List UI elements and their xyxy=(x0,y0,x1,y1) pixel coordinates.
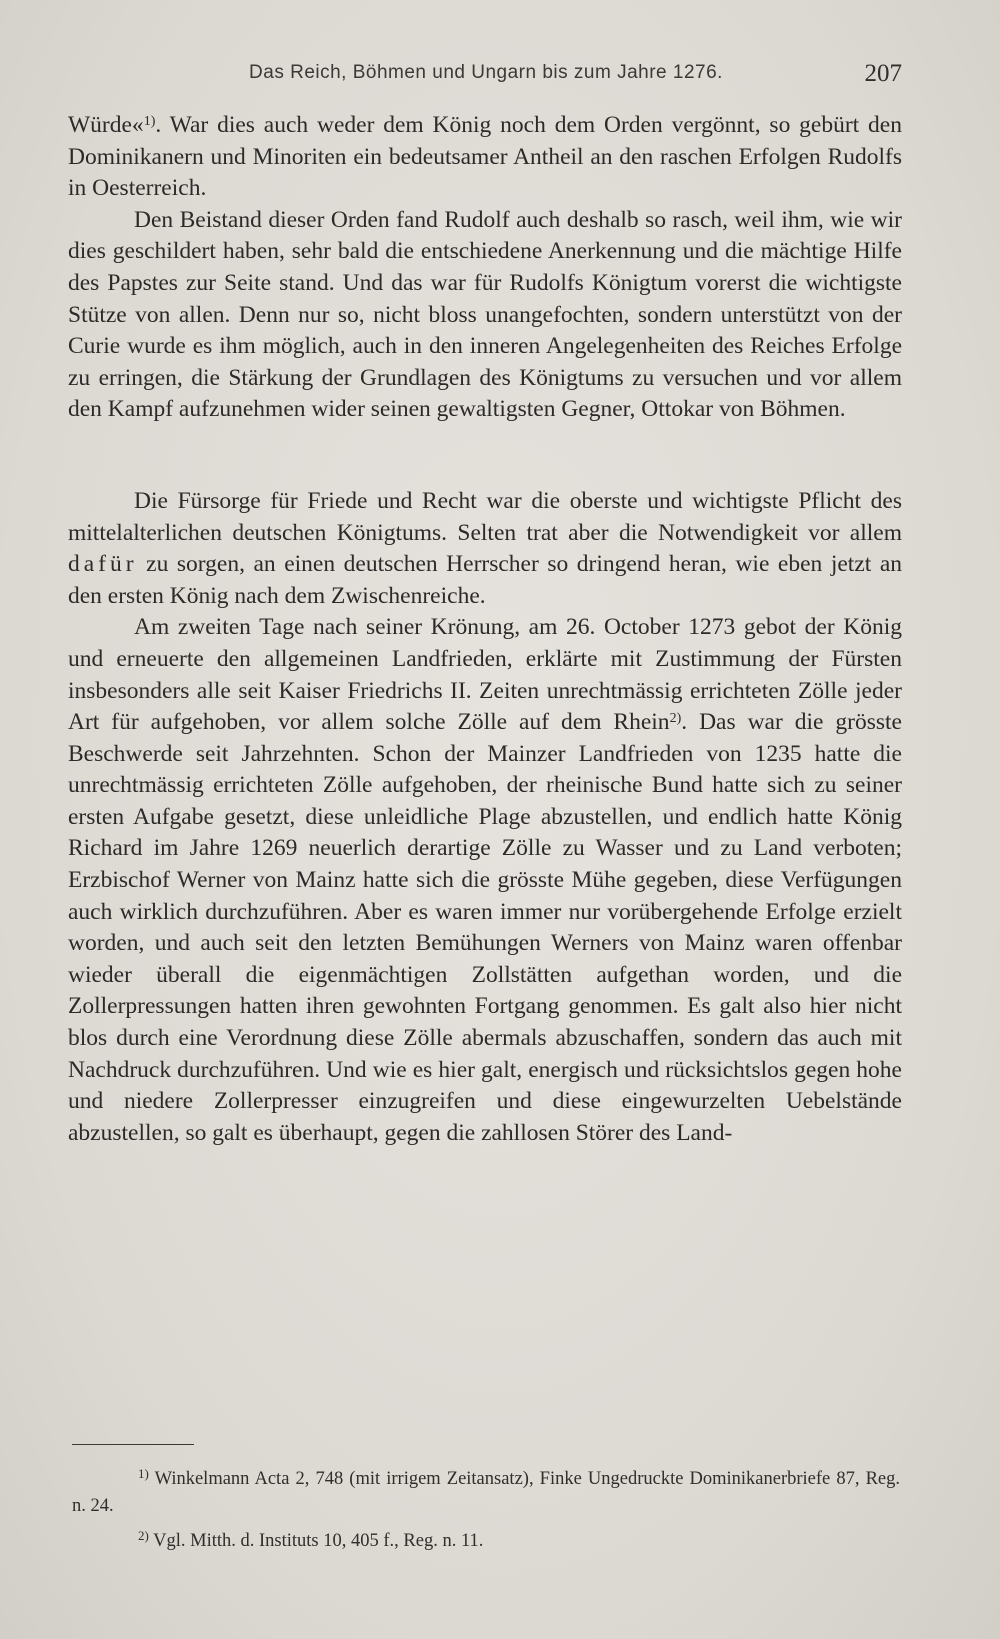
footnote-1-marker: 1) xyxy=(138,1466,149,1481)
emphasis-spaced: dafür xyxy=(68,551,138,578)
footnote-divider xyxy=(72,1444,194,1445)
footnotes xyxy=(72,1466,900,1563)
running-head xyxy=(70,58,902,94)
footnote-2 xyxy=(72,1528,900,1555)
running-title: Das Reich, Böhmen und Ungarn bis zum Jahre 1276. xyxy=(249,62,723,83)
paragraph-3-text-b: zu sorgen, an einen deutschen Herrscher so dringend heran, wie eben jetzt an den ersten König nach dem Zwischenreiche. xyxy=(68,551,902,609)
paragraph-1-text-a: Würde« xyxy=(68,112,144,138)
section-break xyxy=(68,426,902,486)
footnote-1-text: Winkelmann Acta 2, 748 (mit irrigem Zeitansatz), Finke Ungedruckte Dominikanerbriefe 87, Reg. n. 24. xyxy=(72,1469,901,1516)
paragraph-1-text-b: . War dies auch weder dem König noch dem Orden vergönnt, so gebürt den Dominikanern und Minoriten ein bedeutsamer Antheil an den raschen Erfolgen Rudolfs in Oesterreich. xyxy=(68,112,902,202)
paragraph-3 xyxy=(68,486,902,612)
paragraph-3-text-a: Die Fürsorge für Friede und Recht war die oberste und wichtigste Pflicht des mittelalterlichen deutschen Königtums. Selten trat aber die Notwendigkeit vor allem xyxy=(68,487,902,546)
page-number: 207 xyxy=(864,60,902,87)
paragraph-2: Den Beistand dieser Orden fand Rudolf auch deshalb so rasch, weil ihm, wie wir dies geschildert haben, sehr bald die entschiedene Anerkennung und die mächtige Hilfe des Papstes zur Seite stand. Und das war für Rudolfs Königtum vorerst die wichtigste Stütze von allen. Denn nur so, nicht bloss unangefochten, sondern unterstützt von der Curie wurde es ihm möglich, auch in den inneren Angelegenheiten des Reiches Erfolge zu erringen, die Stärkung der Grundlagen des Königtums zu versuchen und vor allem den Kampf aufzunehmen wider seinen gewaltigsten Gegner, Ottokar von Böhmen. xyxy=(68,206,902,423)
main-text xyxy=(68,110,902,1149)
footnote-ref-1: 1) xyxy=(143,114,156,129)
paragraph-4 xyxy=(68,612,902,1149)
paragraph-4-text-b: . Das war die grösste Beschwerde seit Jahrzehnten. Schon der Mainzer Landfrieden von 1235 hatte die unrechtmässig errichteten Zölle aufgehoben, der rheinische Bund hatte sich zu seiner ersten Aufgabe gesetzt, diese unleidliche Plage abzustellen, und endlich hatte König Richard im Jahre 1269 neuerlich derartige Zölle zu Wasser und zu Land verboten; Erzbischof Werner von Mainz hatte sich die grösste Mühe gegeben, diese Verfügungen auch wirklich durchzuführen. Aber es waren immer nur vorübergehende Erfolge erzielt worden, und auch seit den letzten Bemühungen Werners von Mainz waren offenbar wieder überall die eigenmächtigen Zollstätten aufgethan worden, und die Zollerpressungen hatten ihren gewohnten Fortgang genommen. Es galt also hier nicht blos durch eine Verordnung diese Zölle abermals abzuschaffen, sondern das auch mit Nachdruck durchzuführen. Und wie es hier galt, energisch und rücksichtslos gegen hohe und niedere Zollerpresser einzugreifen und diese eingewurzelten Uebelstände abzustellen, so galt es überhaupt, gegen die zahllosen Störer des Land- xyxy=(68,709,902,1146)
footnote-ref-2: 2) xyxy=(669,711,682,727)
footnote-2-text: Vgl. Mitth. d. Instituts 10, 405 f., Reg. n. 11. xyxy=(153,1531,484,1551)
paragraph-1 xyxy=(68,110,902,205)
footnote-1 xyxy=(72,1466,900,1520)
paragraph-4-text-a: Am zweiten Tage nach seiner Krönung, am 26. October 1273 gebot der König und erneuerte den allgemeinen Landfrieden, erklärte mit Zustimmung der Fürsten insbesonders alle seit Kaiser Friedrichs II. Zeiten unrechtmässig errichteten Zölle jeder Art für aufgehoben, vor allem solche Zölle auf dem Rhein xyxy=(68,614,902,736)
footnote-2-marker: 2) xyxy=(138,1528,149,1543)
